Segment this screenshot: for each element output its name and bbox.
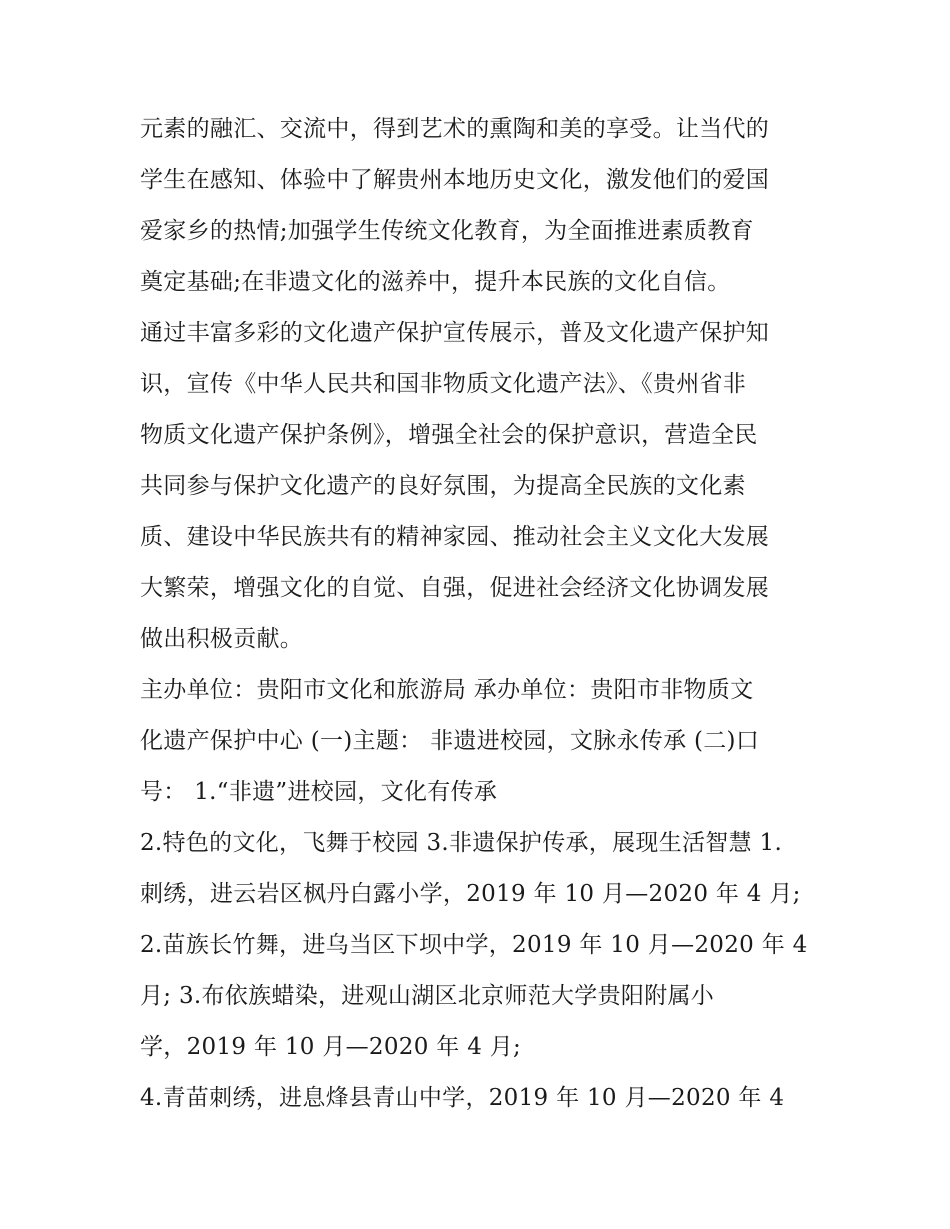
text-line: 2.特色的文化，飞舞于校园 3.非遗保护传承，展现生活智慧 1. <box>140 830 783 856</box>
text-line: 主办单位：贵阳市文化和旅游局 承办单位：贵阳市非物质文 <box>140 677 754 703</box>
text-line: 识，宣传《中华人民共和国非物质文化遗产法》、《贵州省非 <box>140 371 747 397</box>
text-line: 4.青苗刺绣，进息烽县青山中学，2019 年 10 月—2020 年 4 <box>140 1085 785 1111</box>
text-line: 物质文化遗产保护条例》，增强全社会的保护意识，营造全民 <box>140 422 758 448</box>
text-line: 号： 1.“非遗”进校园，文化有传承 <box>140 779 498 805</box>
text-line: 刺绣，进云岩区枫丹白露小学，2019 年 10 月—2020 年 4 月; <box>140 881 801 907</box>
text-line: 月; 3.布依族蜡染，进观山湖区北京师范大学贵阳附属小 <box>140 983 715 1009</box>
text-line: 做出积极贡献。 <box>140 626 304 652</box>
text-line: 元素的融汇、交流中，得到艺术的熏陶和美的享受。让当代的 <box>140 116 770 142</box>
text-line: 奠定基础;在非遗文化的滋养中，提升本民族的文化自信。 <box>140 269 731 295</box>
text-line: 共同参与保护文化遗产的良好氛围，为提高全民族的文化素 <box>140 473 746 499</box>
text-line: 学生在感知、体验中了解贵州本地历史文化，激发他们的爱国 <box>140 167 770 193</box>
text-line: 通过丰富多彩的文化遗产保护宣传展示，普及文化遗产保护知 <box>140 320 770 346</box>
text-line: 爱家乡的热情;加强学生传统文化教育，为全面推进素质教育 <box>140 218 754 244</box>
text-line: 学，2019 年 10 月—2020 年 4 月; <box>140 1034 522 1060</box>
text-line: 化遗产保护中心 (一)主题： 非遗进校园，文脉永传承 (二)口 <box>140 728 760 754</box>
text-line: 2.苗族长竹舞，进乌当区下坝中学，2019 年 10 月—2020 年 4 <box>140 932 808 958</box>
text-line: 质、建设中华民族共有的精神家园、推动社会主义文化大发展 <box>140 524 770 550</box>
text-line: 大繁荣，增强文化的自觉、自强，促进社会经济文化协调发展 <box>140 575 770 601</box>
